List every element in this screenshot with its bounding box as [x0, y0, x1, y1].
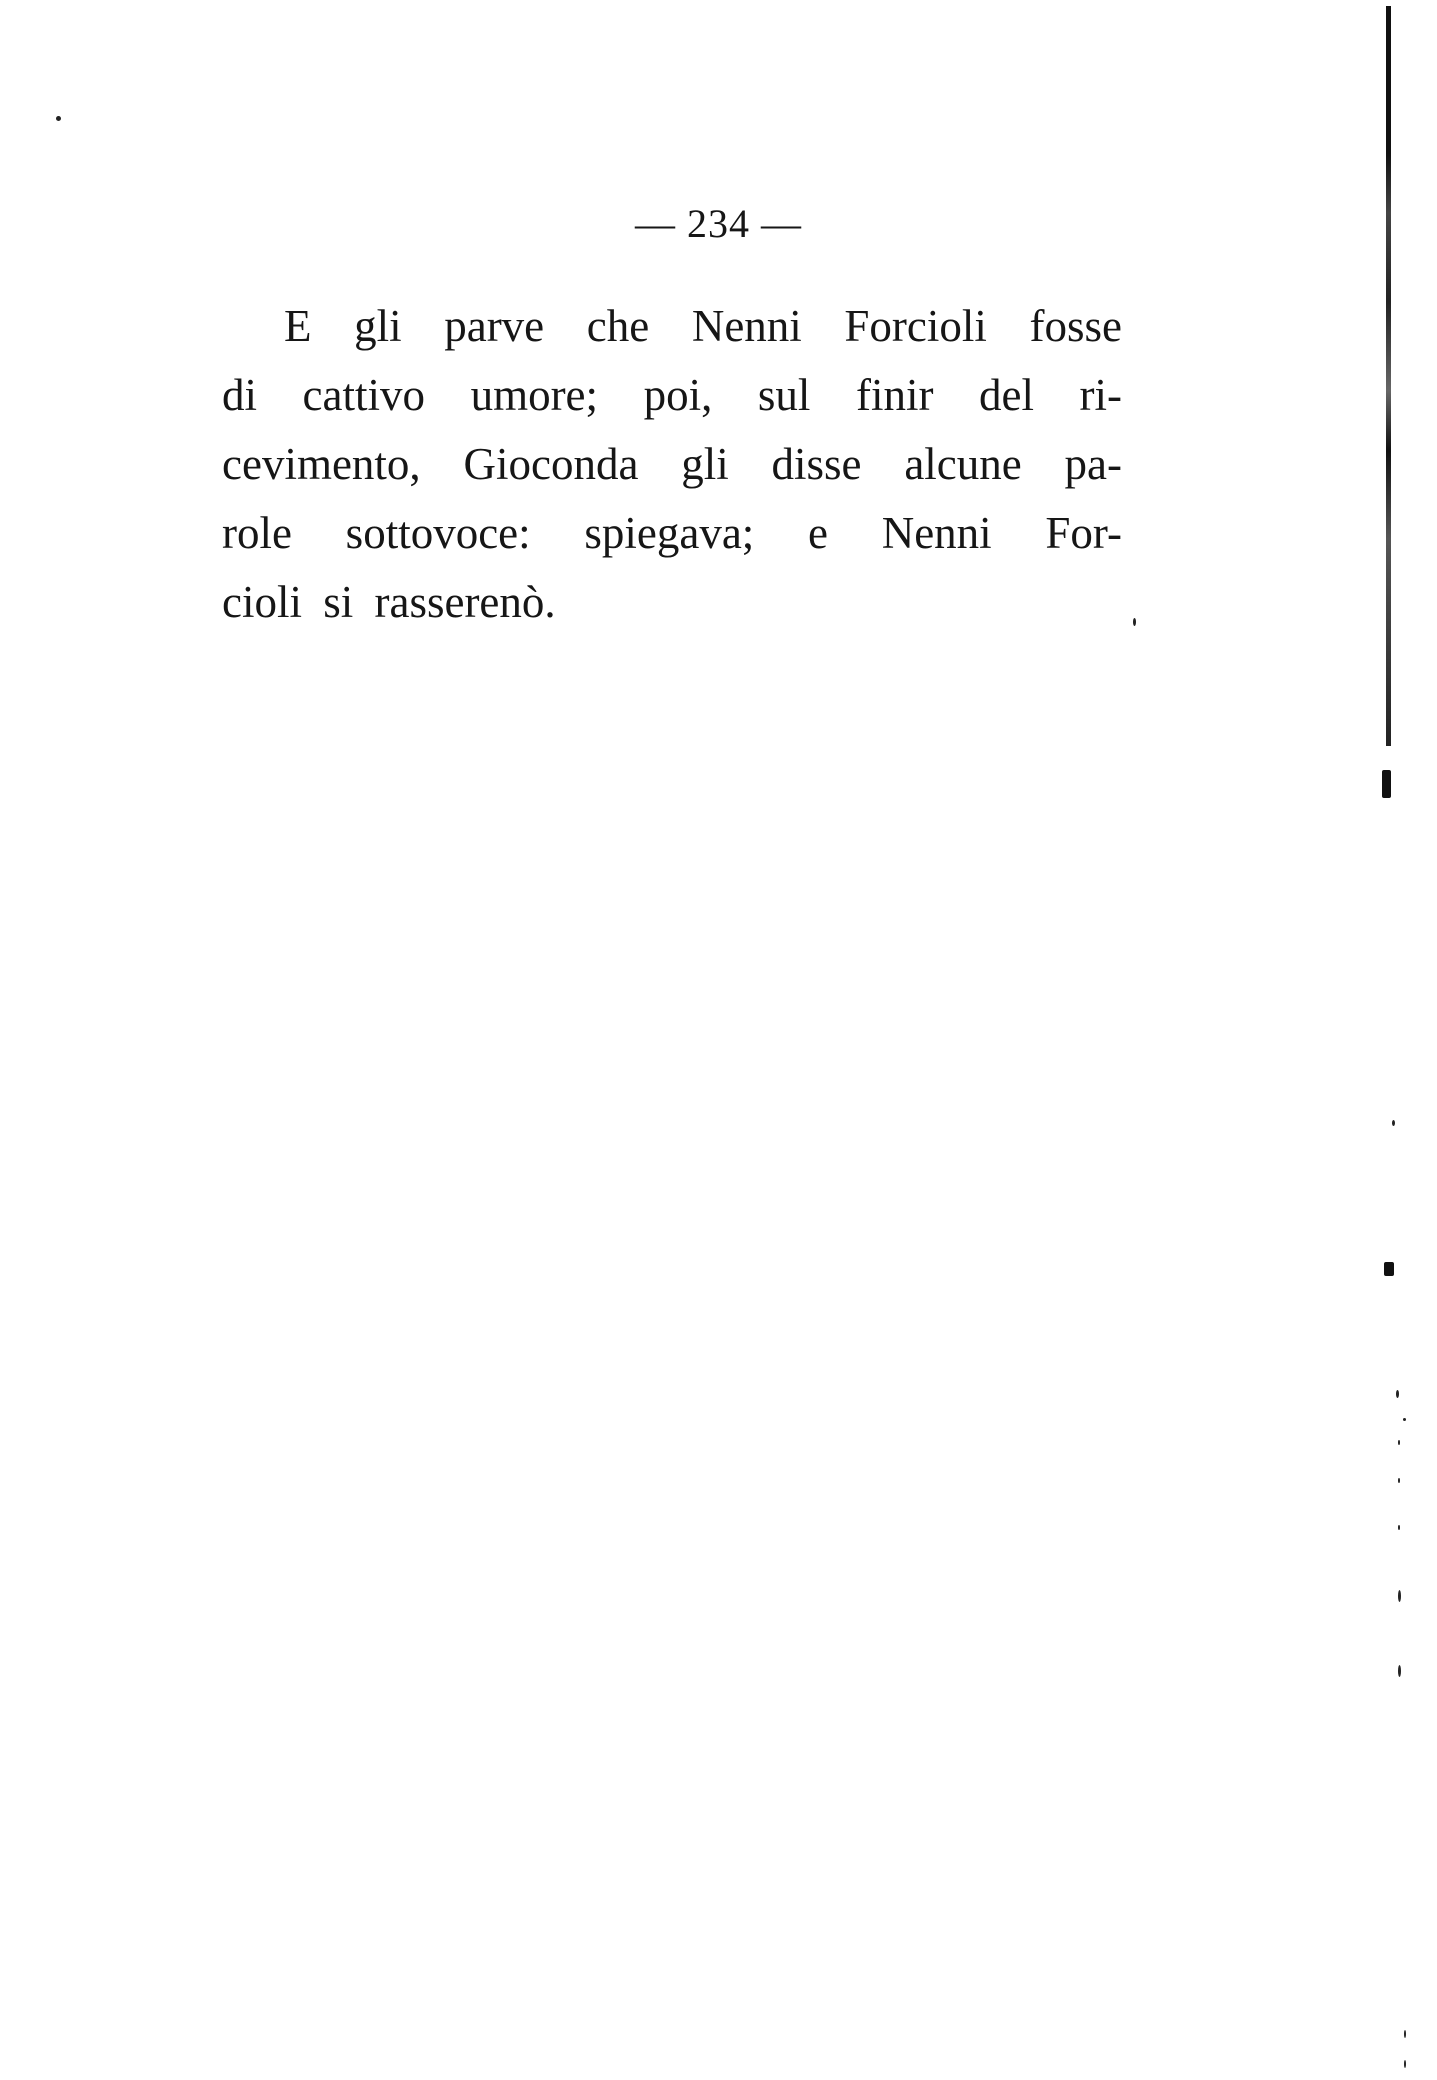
scan-speck [1403, 1418, 1406, 1421]
scan-edge-mark [1382, 770, 1391, 798]
text-line: di cattivo umore; poi, sul finir del ri- [222, 370, 1122, 420]
scan-speck [1404, 2030, 1406, 2038]
scan-speck [1398, 1590, 1401, 1602]
scan-speck [1404, 2060, 1406, 2068]
scan-speck [56, 116, 61, 121]
scan-speck [1133, 618, 1136, 626]
page-number: — 234 — [635, 201, 802, 246]
scan-speck [1398, 1665, 1401, 1677]
paragraph [222, 292, 1122, 637]
scan-speck [1398, 1525, 1400, 1530]
scan-edge-line [1386, 6, 1391, 746]
text-line: cioli si rasserenò. [222, 577, 556, 627]
scan-speck [1398, 1478, 1400, 1483]
text-line: cevimento, Gioconda gli disse alcune pa- [222, 439, 1122, 489]
scan-speck [1396, 1390, 1399, 1398]
scan-speck [1392, 1120, 1395, 1126]
scan-edge-mark [1384, 1262, 1394, 1276]
text-line: E gli parve che Nenni Forcioli fosse [284, 301, 1122, 351]
scan-speck [1398, 1440, 1400, 1445]
text-line: role sottovoce: spiegava; e Nenni For- [222, 508, 1122, 558]
